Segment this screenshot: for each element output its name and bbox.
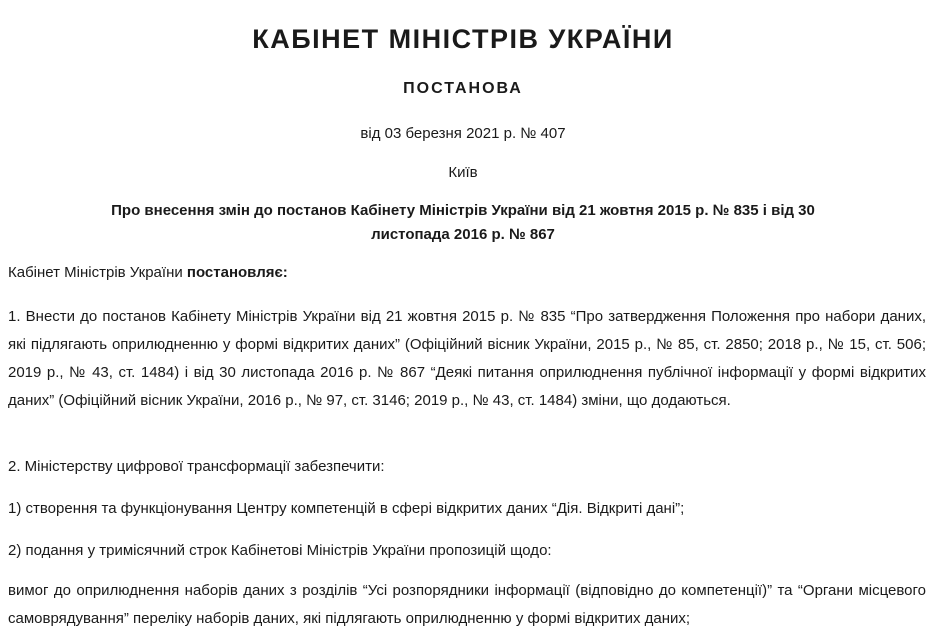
paragraph-2-item-1: 1) створення та функціонування Центру компетенцій в сфері відкритих даних “Дія. Відкриті дані”; bbox=[8, 500, 685, 517]
paragraph-2-item-2-subitem: вимог до оприлюднення наборів даних з розділів “Усі розпорядники інформації (відповідно до компетенції)” та “Органи місцевого самоврядування” переліку наборів даних, які підлягають оприлюдненню у формі відкритих даних; bbox=[8, 582, 926, 627]
organization-title: КАБІНЕТ МІНІСТРІВ УКРАЇНИ bbox=[252, 24, 674, 54]
intro-paragraph bbox=[8, 259, 926, 287]
paragraph-2-item-2: 2) подання у тримісячний строк Кабінетові Міністрів України пропозицій щодо: bbox=[8, 542, 552, 559]
document-heading-line-1: Про внесення змін до постанов Кабінету Міністрів України від 21 жовтня 2015 р. № 835 і від 30 bbox=[111, 202, 815, 219]
paragraph-1: 1. Внести до постанов Кабінету Міністрів України від 21 жовтня 2015 р. № 835 “Про затвердження Положення про набори даних, які підлягають оприлюдненню у формі відкритих даних” (Офіційний вісник України, 2015 р., № 85, ст. 2850; 2018 р., № 15, ст. 506; 2019 р., № 43, ст. 1484) і від 30 листопада 2016 р. № 867 “Деякі питання оприлюднення публічної інформації у формі відкритих даних” (Офіційний вісник України, 2016 р., № 97, ст. 3146; 2019 р., № 43, ст. 1484) зміни, що додаються. bbox=[8, 308, 926, 409]
document-city: Київ bbox=[448, 164, 478, 181]
document-heading-line-2: листопада 2016 р. № 867 bbox=[371, 226, 555, 243]
paragraph-2: 2. Міністерству цифрової трансформації забезпечити: bbox=[8, 458, 385, 475]
document-heading bbox=[8, 199, 918, 247]
intro-text: Кабінет Міністрів України bbox=[8, 264, 187, 281]
document-type: ПОСТАНОВА bbox=[403, 80, 523, 97]
document-date-number: від 03 березня 2021 р. № 407 bbox=[360, 125, 566, 142]
intro-bold-verb: постановляє: bbox=[186, 264, 288, 281]
